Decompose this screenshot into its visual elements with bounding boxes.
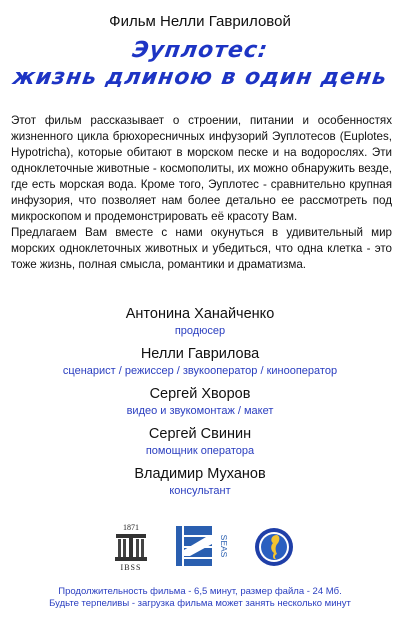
partner-logos [0,520,400,574]
film-title-line-1: Эуплотес: [130,38,270,63]
credit-consultant [0,464,400,498]
footer-duration: Продолжительность фильма - 6,5 минут, размер файла - 24 Мб. [58,586,342,597]
credit-name: Антонина Ханайченко [125,306,275,322]
description-paragraph-2: Предлагаем Вам вместе с нами окунуться в удивительный мир морских одноклеточных животных и убедиться, что одна клетка - это тоже жизнь, полная смысла, романтики и драматизма. [11,226,392,271]
ibss-year: 1871 [123,523,139,532]
credit-name: Нелли Гаврилова [140,346,260,362]
credit-role: сценарист / режиссер / звукооператор / кинооператор [62,365,338,377]
credit-role: консультант [169,485,231,497]
credit-role: помощник оператора [145,445,255,457]
credit-role: видео и звукомонтаж / макет [126,405,274,417]
seas-label: SEAS [219,534,229,558]
credit-producer [0,304,400,338]
credit-name: Сергей Хворов [149,386,251,402]
film-title-line-2: жизнь длиною в один день [11,65,389,90]
seas-logo [176,524,229,570]
credit-name: Владимир Муханов [134,466,266,482]
footer-note [0,586,400,610]
credits-list [0,304,400,504]
ibss-label: IBSS [120,563,142,572]
credit-name: Сергей Свинин [148,426,252,442]
description-paragraph-1: Этот фильм рассказывает о строении, питании и особенностях жизненного цикла брюхоресничных инфузорий Эуплотесов (Euplotes, Hypotricha), которые обитают в морском песке и на водорослях. Эти одноклеточные животные - космополиты, их можно обнаружить везде, где есть морская вода. Кроме того, Эуплотес - сравнительно крупная инфузория, что позволяет нам более детально ее рассмотреть под микроскопом и продемонстрировать её красоту Вам. [11,114,392,223]
film-description [11,113,392,273]
credit-editor [0,384,400,418]
ibss-logo [110,522,152,572]
seahorse-emblem [253,522,295,572]
credit-director [0,344,400,378]
film-title [0,38,400,92]
credit-role: продюсер [174,325,226,337]
film-author-line: Фильм Нелли Гавриловой [109,13,291,30]
footer-loading-note: Будьте терпеливы - загрузка фильма может занять несколько минут [49,598,351,609]
credit-assistant [0,424,400,458]
